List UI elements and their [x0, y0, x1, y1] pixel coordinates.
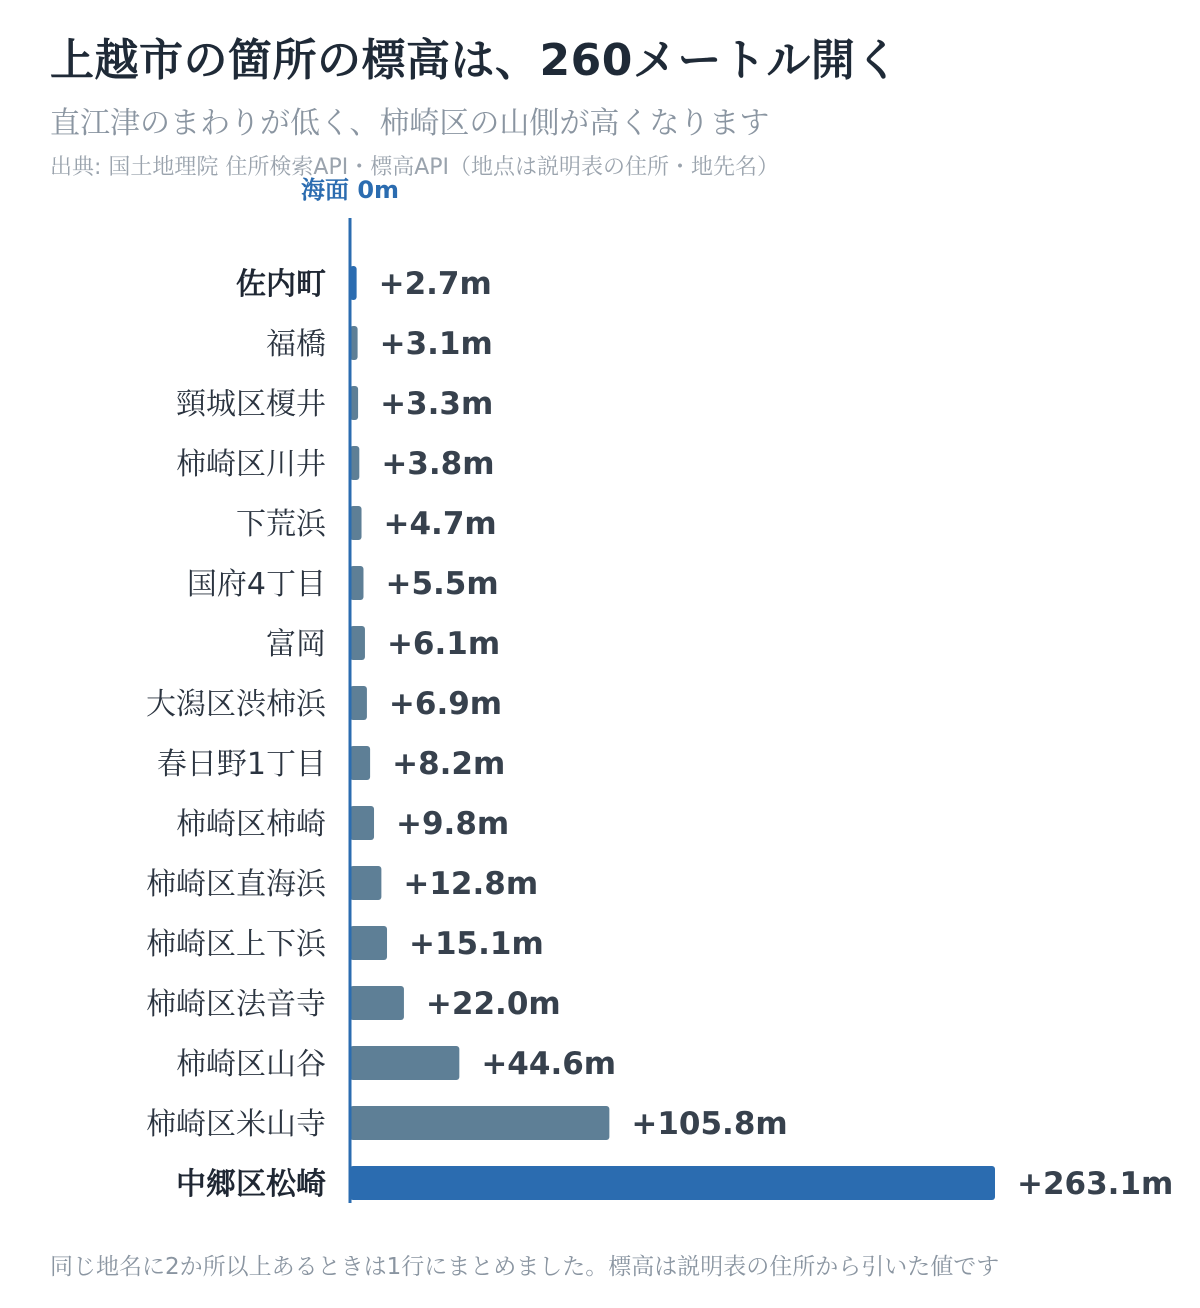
value-label-5: +4.7m — [383, 506, 497, 542]
value-label-15: +105.8m — [631, 1106, 788, 1142]
value-label-8: +6.9m — [388, 686, 503, 722]
category-label-2: 福橋 — [266, 327, 326, 362]
category-label-12: 柿崎区上下浜 — [146, 927, 326, 962]
chart-title: 上越市の箇所の標高は、260メートル開く — [50, 35, 900, 86]
value-label-3: +3.3m — [380, 386, 494, 422]
category-label-10: 柿崎区柿崎 — [176, 807, 326, 842]
category-label-4: 柿崎区川井 — [176, 447, 326, 482]
category-label-7: 富岡 — [266, 627, 326, 662]
bar-13 — [350, 986, 404, 1020]
value-label-4: +3.8m — [381, 446, 495, 482]
category-label-13: 柿崎区法音寺 — [146, 987, 326, 1022]
value-labels — [379, 266, 1174, 1202]
category-label-15: 柿崎区米山寺 — [146, 1107, 326, 1142]
value-label-10: +9.8m — [396, 806, 510, 842]
bar-5 — [350, 506, 362, 540]
category-label-5: 下荒浜 — [236, 507, 326, 542]
value-label-12: +15.1m — [409, 926, 544, 962]
bar-16 — [350, 1166, 995, 1200]
category-labels — [146, 267, 327, 1202]
value-label-16: +263.1m — [1017, 1166, 1174, 1202]
value-label-11: +12.8m — [403, 866, 539, 902]
baseline-label: 海面 0m — [300, 176, 400, 204]
bar-15 — [350, 1106, 609, 1140]
bar-11 — [350, 866, 381, 900]
value-label-1: +2.7m — [378, 266, 492, 302]
chart-source: 出典: 国土地理院 住所検索API・標高API（地点は説明表の住所・地先名） — [50, 155, 780, 180]
category-label-16: 中郷区松崎 — [176, 1167, 326, 1202]
bar-6 — [350, 566, 363, 600]
value-label-7: +6.1m — [386, 626, 501, 662]
chart-subtitle: 直江津のまわりが低く、柿崎区の山側が高くなります — [50, 106, 770, 141]
bar-14 — [350, 1046, 459, 1080]
bar-12 — [350, 926, 387, 960]
value-label-14: +44.6m — [481, 1046, 617, 1082]
value-label-2: +3.1m — [379, 326, 493, 362]
bar-7 — [350, 626, 365, 660]
bar-8 — [350, 686, 367, 720]
value-label-9: +8.2m — [392, 746, 506, 782]
bar-10 — [350, 806, 374, 840]
category-label-14: 柿崎区山谷 — [176, 1047, 326, 1082]
chart-footnote: 同じ地名に2か所以上あるときは1行にまとめました。標高は説明表の住所から引いた値です — [50, 1254, 1000, 1280]
value-label-6: +5.5m — [385, 566, 499, 602]
category-label-3: 頸城区榎井 — [176, 387, 326, 422]
bar-9 — [350, 746, 370, 780]
category-label-6: 国府4丁目 — [186, 567, 326, 602]
category-label-9: 春日野1丁目 — [156, 747, 326, 782]
value-label-13: +22.0m — [425, 986, 561, 1022]
category-label-1: 佐内町 — [236, 267, 326, 302]
category-label-11: 柿崎区直海浜 — [146, 867, 326, 902]
category-label-8: 大潟区渋柿浜 — [146, 687, 326, 722]
